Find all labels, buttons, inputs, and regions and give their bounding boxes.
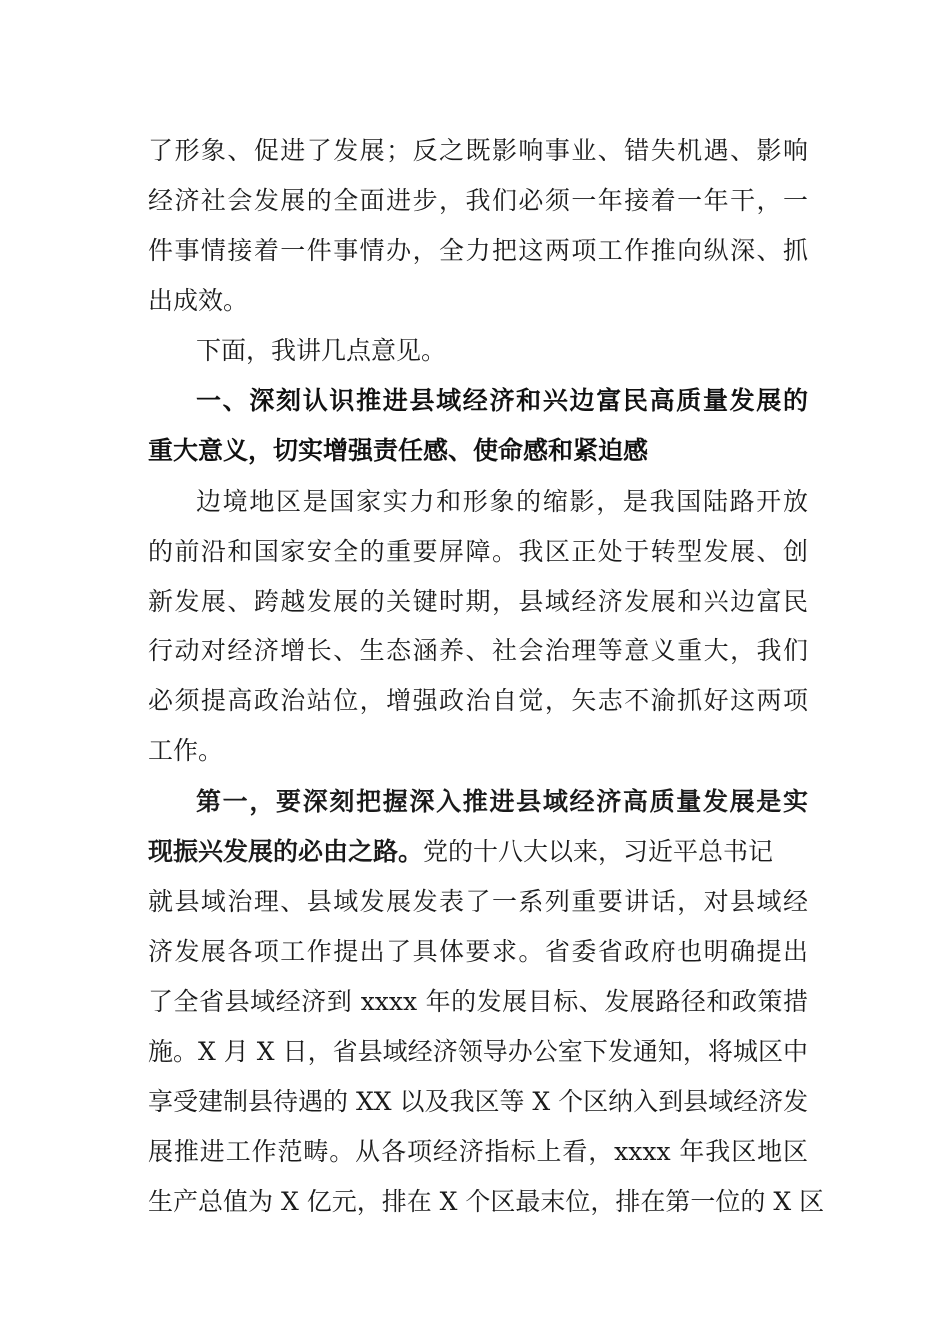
paragraph-text: 下面，我讲几点意见。 [196,336,447,365]
text-line: 出成效。 [148,286,249,315]
text-line: 生产总值为 X 亿元，排在 X 个区最末位，排在第一位的 X 区 [148,1187,825,1216]
text-line: 新发展、跨越发展的关键时期，县域经济发展和兴边富民 [148,587,808,616]
subsection-lead-tail: 现振兴发展的必由之路。 [148,837,424,866]
section-heading-line: 重大意义，切实增强责任感、使命感和紧迫感 [148,436,649,465]
text-line: 经济社会发展的全面进步，我们必须一年接着一年干，一 [148,186,808,215]
text-line: 必须提高政治站位，增强政治自觉，矢志不渝抓好这两项 [148,686,808,715]
text-line: 施。X 月 X 日，省县域经济领导办公室下发通知，将城区中 [148,1037,808,1066]
text-line: 件事情接着一件事情办，全力把这两项工作推向纵深、抓 [148,236,808,265]
text-line: 展推进工作范畴。从各项经济指标上看，xxxx 年我区地区 [148,1137,808,1166]
subsection-lead-line: 第一，要深刻把握深入推进县域经济高质量发展是实 [196,787,808,816]
text-segment: 党的十八大以来，习近平总书记 [423,837,774,866]
text-line: 行动对经济增长、生态涵养、社会治理等意义重大，我们 [148,636,808,665]
text-line: 工作。 [148,736,224,765]
text-line: 济发展各项工作提出了具体要求。省委省政府也明确提出 [148,937,808,966]
subsection-lead-line [148,832,808,872]
text-line: 了全省县域经济到 xxxx 年的发展目标、发展路径和政策措 [148,987,808,1016]
text-line: 的前沿和国家安全的重要屏障。我区正处于转型发展、创 [148,537,808,566]
text-line: 了形象、促进了发展；反之既影响事业、错失机遇、影响 [148,136,808,165]
section-heading-line: 一、深刻认识推进县域经济和兴边富民高质量发展的 [196,386,808,415]
text-line: 享受建制县待遇的 XX 以及我区等 X 个区纳入到县域经济发 [148,1087,809,1116]
text-line: 边境地区是国家实力和形象的缩影，是我国陆路开放 [196,487,808,516]
text-line: 就县域治理、县域发展发表了一系列重要讲话，对县域经 [148,887,808,916]
